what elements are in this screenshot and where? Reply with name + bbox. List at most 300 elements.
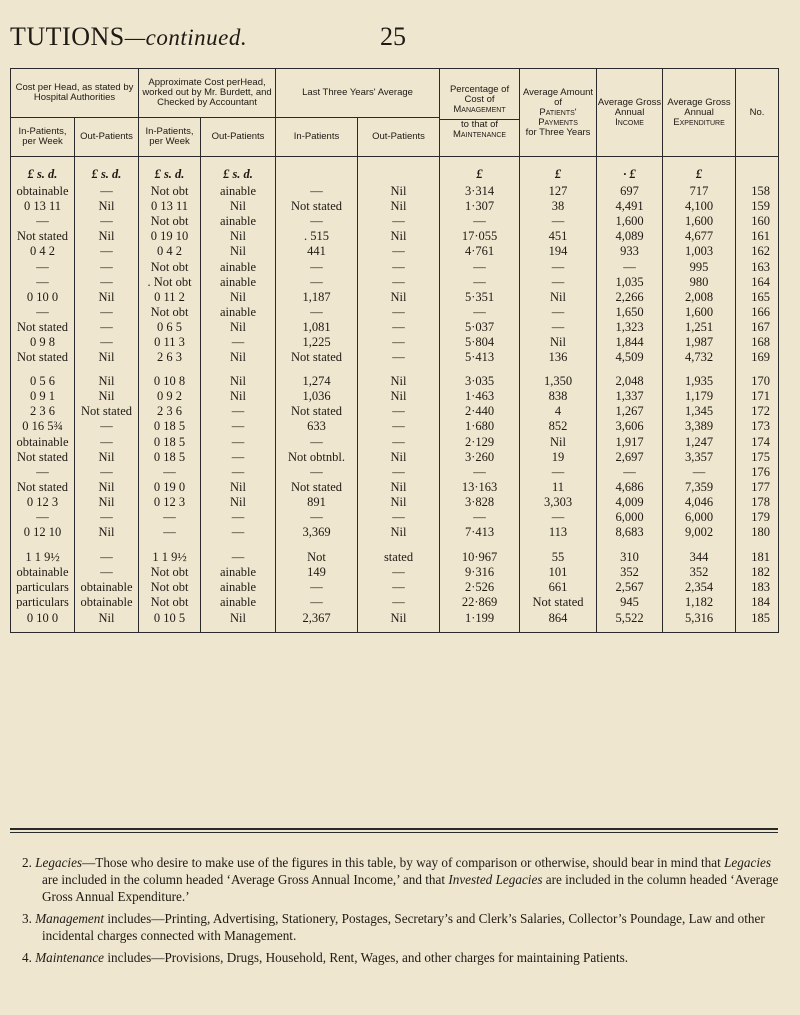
spacer-cell (440, 540, 520, 550)
table-cell: 5·804 (440, 335, 520, 350)
table-cell: 7,359 (663, 480, 736, 495)
table-cell: — (75, 335, 139, 350)
table-row (11, 550, 779, 565)
table-cell: — (663, 465, 736, 480)
table-cell: Nil (358, 480, 440, 495)
table-cell: 9·316 (440, 565, 520, 580)
footnote-text: includes—Provisions, Drugs, Household, Rent, Wages, and other charges for maintaining Patients. (104, 950, 629, 965)
table-cell: Nil (358, 184, 440, 199)
table-row (11, 465, 779, 480)
table-cell: — (358, 419, 440, 434)
footnote-text: are included in the column headed ‘Average Gross Annual Expenditure.’ (42, 872, 779, 904)
table-cell: 0 4 2 (139, 244, 201, 259)
spacer-cell (597, 540, 663, 550)
table-cell: 0 19 10 (139, 229, 201, 244)
table-cell: Nil (201, 611, 276, 633)
table-cell: 4,686 (597, 480, 663, 495)
spacer-row (11, 540, 779, 550)
table-cell: 1·680 (440, 419, 520, 434)
table-cell: 2,266 (597, 290, 663, 305)
table-cell: 172 (736, 404, 779, 419)
table-cell: ainable (201, 214, 276, 229)
table-cell: Not stated (11, 229, 75, 244)
table-row (11, 229, 779, 244)
table-cell: 0 4 2 (11, 244, 75, 259)
table-cell: 3·828 (440, 495, 520, 510)
table-cell: 3,606 (597, 419, 663, 434)
table-cell: 183 (736, 580, 779, 595)
table-cell: 8,683 (597, 525, 663, 540)
table-row (11, 510, 779, 525)
table-cell: £ s. d. (11, 157, 75, 185)
table-cell: obtainable (11, 184, 75, 199)
table-cell: — (440, 465, 520, 480)
table-cell: 5·351 (440, 290, 520, 305)
table-cell: 179 (736, 510, 779, 525)
table-cell: — (597, 465, 663, 480)
spacer-cell (11, 365, 75, 374)
header-pct-management (440, 69, 520, 157)
table-cell: — (276, 305, 358, 320)
header-out-patients-3: Out-Patients (358, 118, 440, 157)
table-cell: 3·035 (440, 374, 520, 389)
table-cell: 717 (663, 184, 736, 199)
table-cell: 168 (736, 335, 779, 350)
table-cell: 0 10 0 (11, 290, 75, 305)
table-row (11, 350, 779, 365)
table-cell: £ (520, 157, 597, 185)
spacer-cell (358, 365, 440, 374)
table-cell: 3,389 (663, 419, 736, 434)
header-cost-per-head: Cost per Head, as stated by Hospital Authorities (11, 69, 139, 118)
footnote-term: Management (35, 911, 105, 926)
table-cell: — (201, 525, 276, 540)
table-cell: — (139, 465, 201, 480)
header-in-patients-week-2: In-Patients, per Week (139, 118, 201, 157)
table-cell: — (276, 184, 358, 199)
header-out-patients: Out-Patients (75, 118, 139, 157)
table-cell: Nil (520, 435, 597, 450)
table-cell: 1,323 (597, 320, 663, 335)
table-cell: 1,600 (663, 305, 736, 320)
table-cell: £ s. d. (201, 157, 276, 185)
table-cell: 0 12 3 (139, 495, 201, 510)
table-row (11, 389, 779, 404)
table-cell: 9,002 (663, 525, 736, 540)
table-row (11, 450, 779, 465)
table-cell: 3·314 (440, 184, 520, 199)
table-cell: £ (663, 157, 736, 185)
table-cell: ainable (201, 275, 276, 290)
table-cell: 182 (736, 565, 779, 580)
table-cell: Not stated (520, 595, 597, 610)
table-cell: 980 (663, 275, 736, 290)
table-cell: — (358, 335, 440, 350)
table-cell: 6,000 (663, 510, 736, 525)
table-cell: — (358, 595, 440, 610)
table-row (11, 495, 779, 510)
table-cell: 164 (736, 275, 779, 290)
table-row (11, 335, 779, 350)
table-cell: 0 5 6 (11, 374, 75, 389)
table-cell: Nil (75, 611, 139, 633)
table-row (11, 611, 779, 633)
table-cell: — (201, 435, 276, 450)
bottom-rule-thin (10, 832, 778, 833)
header-last-three-years: Last Three Years' Average (276, 69, 440, 118)
table-cell: 1 1 9½ (139, 550, 201, 565)
table-cell: 174 (736, 435, 779, 450)
header-avg-payments (520, 69, 597, 157)
table-cell: 3,357 (663, 450, 736, 465)
table-cell: Nil (75, 389, 139, 404)
table-cell: — (358, 565, 440, 580)
table-cell: — (75, 320, 139, 335)
table-cell: 4·761 (440, 244, 520, 259)
table-cell: Nil (358, 611, 440, 633)
table-cell: 2,354 (663, 580, 736, 595)
hospital-cost-table (10, 68, 779, 633)
table-cell: · £ (597, 157, 663, 185)
spacer-cell (276, 540, 358, 550)
header-out-patients-2: Out-Patients (201, 118, 276, 157)
footnote-text: are included in the column headed ‘Average Gross Annual Income,’ and that (42, 872, 449, 887)
table-cell: — (520, 320, 597, 335)
table-cell: 0 18 5 (139, 435, 201, 450)
table-cell: 136 (520, 350, 597, 365)
table-cell: — (11, 510, 75, 525)
table-row (11, 305, 779, 320)
table-cell: 2,048 (597, 374, 663, 389)
spacer-cell (139, 365, 201, 374)
table-cell: 5,522 (597, 611, 663, 633)
table-cell: Nil (201, 389, 276, 404)
page-number: 25 (380, 22, 406, 51)
table-cell: 1,350 (520, 374, 597, 389)
spacer-cell (75, 365, 139, 374)
table-cell: 0 13 11 (11, 199, 75, 214)
table-cell: Nil (358, 389, 440, 404)
table-cell: 165 (736, 290, 779, 305)
units-row (11, 157, 779, 185)
table-cell: 167 (736, 320, 779, 335)
footnote-number: 3. (22, 911, 32, 926)
spacer-row (11, 365, 779, 374)
table-cell: 10·967 (440, 550, 520, 565)
table-cell: — (520, 259, 597, 274)
table-cell: 0 12 10 (11, 525, 75, 540)
header-no: No. (736, 69, 779, 157)
table-cell: 864 (520, 611, 597, 633)
table-cell: 4,100 (663, 199, 736, 214)
table-cell: 344 (663, 550, 736, 565)
footnote (10, 854, 780, 905)
table-cell: — (597, 259, 663, 274)
table-cell: — (276, 595, 358, 610)
table-cell: 160 (736, 214, 779, 229)
table-cell (736, 157, 779, 185)
table-cell: Nil (75, 229, 139, 244)
table-cell: — (139, 525, 201, 540)
table-cell: Not (276, 550, 358, 565)
footnote-term: Maintenance (35, 950, 105, 965)
table-cell: — (358, 465, 440, 480)
table-cell: Nil (358, 495, 440, 510)
table-row (11, 435, 779, 450)
table-row (11, 525, 779, 540)
table-cell: Not obt (139, 305, 201, 320)
table-cell: 1,600 (597, 214, 663, 229)
table-cell: 185 (736, 611, 779, 633)
table-cell: — (276, 465, 358, 480)
table-cell: — (75, 435, 139, 450)
table-cell: Nil (358, 525, 440, 540)
table-cell: 1 1 9½ (11, 550, 75, 565)
table-cell: 2,567 (597, 580, 663, 595)
table-cell: 101 (520, 565, 597, 580)
table-cell: — (276, 435, 358, 450)
table-cell: 633 (276, 419, 358, 434)
table-cell: 2,008 (663, 290, 736, 305)
table-cell: 0 13 11 (139, 199, 201, 214)
table-row (11, 290, 779, 305)
table-cell: Nil (75, 495, 139, 510)
table-cell: ainable (201, 580, 276, 595)
spacer-cell (139, 540, 201, 550)
table-cell: — (440, 275, 520, 290)
table-cell: ainable (201, 184, 276, 199)
table-cell: 1,179 (663, 389, 736, 404)
table-cell: — (520, 465, 597, 480)
table-row (11, 214, 779, 229)
table-cell: 451 (520, 229, 597, 244)
bottom-rule (10, 828, 778, 830)
header-exp-b: Expenditure (673, 116, 725, 128)
table-cell: — (440, 259, 520, 274)
header-pct-d: Maintenance (453, 129, 507, 140)
table-cell: 0 11 2 (139, 290, 201, 305)
table-cell: — (75, 214, 139, 229)
table-cell: 1,081 (276, 320, 358, 335)
table-cell: — (358, 435, 440, 450)
table-cell: — (75, 244, 139, 259)
table-cell: 0 19 0 (139, 480, 201, 495)
table-cell: — (201, 419, 276, 434)
table-cell: — (358, 404, 440, 419)
table-row (11, 480, 779, 495)
spacer-cell (201, 365, 276, 374)
footnote-term: Invested Legacies (448, 872, 543, 887)
table-cell: 1,935 (663, 374, 736, 389)
table-cell: 158 (736, 184, 779, 199)
table-cell: — (201, 404, 276, 419)
table-row (11, 244, 779, 259)
table-cell: Nil (75, 525, 139, 540)
table-cell: Nil (75, 450, 139, 465)
header-pct-b: Management (453, 104, 506, 115)
table-cell: — (11, 214, 75, 229)
table-cell: 2·440 (440, 404, 520, 419)
table-row (11, 275, 779, 290)
header-pct-c: to that of (440, 119, 519, 130)
table-cell: 170 (736, 374, 779, 389)
table-row (11, 184, 779, 199)
header-pay-c: for Three Years (525, 126, 591, 138)
running-header (0, 20, 800, 60)
table-cell: Not obtnbl. (276, 450, 358, 465)
table-cell: 0 16 5¾ (11, 419, 75, 434)
table-cell: — (201, 550, 276, 565)
table-cell: 0 10 0 (11, 611, 75, 633)
table-cell: — (75, 465, 139, 480)
table-row (11, 199, 779, 214)
spacer-cell (201, 540, 276, 550)
footnotes (10, 854, 780, 971)
table-cell: obtainable (11, 565, 75, 580)
table-cell: particulars (11, 580, 75, 595)
table-cell: 1,337 (597, 389, 663, 404)
header-in-patients-week: In-Patients, per Week (11, 118, 75, 157)
table-row (11, 259, 779, 274)
table-cell: 1,274 (276, 374, 358, 389)
table-cell: 2 3 6 (139, 404, 201, 419)
table-cell: 1,987 (663, 335, 736, 350)
table-cell: Not stated (11, 480, 75, 495)
table-cell: £ s. d. (139, 157, 201, 185)
table-cell: 1·307 (440, 199, 520, 214)
table-cell: 1,600 (663, 214, 736, 229)
table-cell: 3,369 (276, 525, 358, 540)
table-cell: 149 (276, 565, 358, 580)
table-cell: 1·463 (440, 389, 520, 404)
footnote-number: 4. (22, 950, 32, 965)
table-cell: 352 (663, 565, 736, 580)
table-cell: 310 (597, 550, 663, 565)
table-cell: — (276, 510, 358, 525)
table-cell: 169 (736, 350, 779, 365)
table-cell: 661 (520, 580, 597, 595)
table-cell: 0 10 5 (139, 611, 201, 633)
table-row (11, 580, 779, 595)
table-cell: Nil (75, 350, 139, 365)
table-cell: — (358, 350, 440, 365)
table-cell: 55 (520, 550, 597, 565)
table-cell: — (440, 214, 520, 229)
footnote (10, 910, 780, 944)
table-cell: Not obt (139, 259, 201, 274)
table-cell: 2 3 6 (11, 404, 75, 419)
header-avg-expenditure (663, 69, 736, 157)
table-cell: 166 (736, 305, 779, 320)
spacer-cell (736, 365, 779, 374)
running-head-continued: —continued. (124, 25, 248, 50)
table-cell: Nil (520, 335, 597, 350)
table-cell: — (11, 275, 75, 290)
table-row (11, 565, 779, 580)
table-cell: 4 (520, 404, 597, 419)
table-cell: Not stated (75, 404, 139, 419)
table-cell: 352 (597, 565, 663, 580)
table-cell: Not stated (11, 450, 75, 465)
spacer-cell (358, 540, 440, 550)
table-cell: ainable (201, 305, 276, 320)
table-cell: 1,844 (597, 335, 663, 350)
spacer-cell (520, 540, 597, 550)
table-cell: — (75, 275, 139, 290)
table-cell: 113 (520, 525, 597, 540)
table-row (11, 320, 779, 335)
table-cell: 180 (736, 525, 779, 540)
table-cell: — (358, 510, 440, 525)
table-cell: 19 (520, 450, 597, 465)
table-cell: 1,187 (276, 290, 358, 305)
table-cell: 1,035 (597, 275, 663, 290)
spacer-cell (11, 540, 75, 550)
table-cell: — (276, 259, 358, 274)
header-pay-a: Average Amount of (522, 86, 594, 108)
table-cell: ainable (201, 595, 276, 610)
table-cell: Nil (201, 350, 276, 365)
table-cell: ainable (201, 259, 276, 274)
table-cell: Nil (358, 450, 440, 465)
table-cell: 933 (597, 244, 663, 259)
table-cell: 2·526 (440, 580, 520, 595)
table-cell: — (201, 335, 276, 350)
table-cell: — (440, 305, 520, 320)
table-cell: Not stated (11, 320, 75, 335)
table-cell: 995 (663, 259, 736, 274)
table-cell: obtainable (11, 435, 75, 450)
header-pay-b: Patients' Payments (538, 106, 578, 128)
table-cell: 161 (736, 229, 779, 244)
table-cell: 1·199 (440, 611, 520, 633)
table-cell: 0 6 5 (139, 320, 201, 335)
table-cell: 697 (597, 184, 663, 199)
table-cell: — (11, 465, 75, 480)
footnote-text: —Those who desire to make use of the figures in this table, by way of comparison or otherwise, should bear in mind that (82, 855, 725, 870)
table-cell: 0 18 5 (139, 419, 201, 434)
spacer-cell (663, 365, 736, 374)
table-cell: 194 (520, 244, 597, 259)
table-cell: 127 (520, 184, 597, 199)
table-cell: 4,009 (597, 495, 663, 510)
table-cell: Not obt (139, 595, 201, 610)
table-cell: 11 (520, 480, 597, 495)
table-cell: — (358, 244, 440, 259)
table-cell: — (11, 305, 75, 320)
table-cell: — (201, 465, 276, 480)
table-cell: £ (440, 157, 520, 185)
table-cell: Nil (520, 290, 597, 305)
table-cell: Nil (201, 320, 276, 335)
table-cell: — (276, 275, 358, 290)
table-cell: 1,267 (597, 404, 663, 419)
table-cell: 0 9 1 (11, 389, 75, 404)
table-cell: Nil (201, 244, 276, 259)
table-cell: 0 11 3 (139, 335, 201, 350)
table-cell: 1,650 (597, 305, 663, 320)
header-pct-a: Percentage of Cost of (449, 84, 510, 105)
table-cell: 1,003 (663, 244, 736, 259)
table-cell: Not stated (276, 199, 358, 214)
table-cell: 4,046 (663, 495, 736, 510)
table-cell: Not obt (139, 184, 201, 199)
table-cell: 163 (736, 259, 779, 274)
table-cell: 22·869 (440, 595, 520, 610)
footnote (10, 949, 780, 966)
table-cell: 852 (520, 419, 597, 434)
table-cell: 181 (736, 550, 779, 565)
